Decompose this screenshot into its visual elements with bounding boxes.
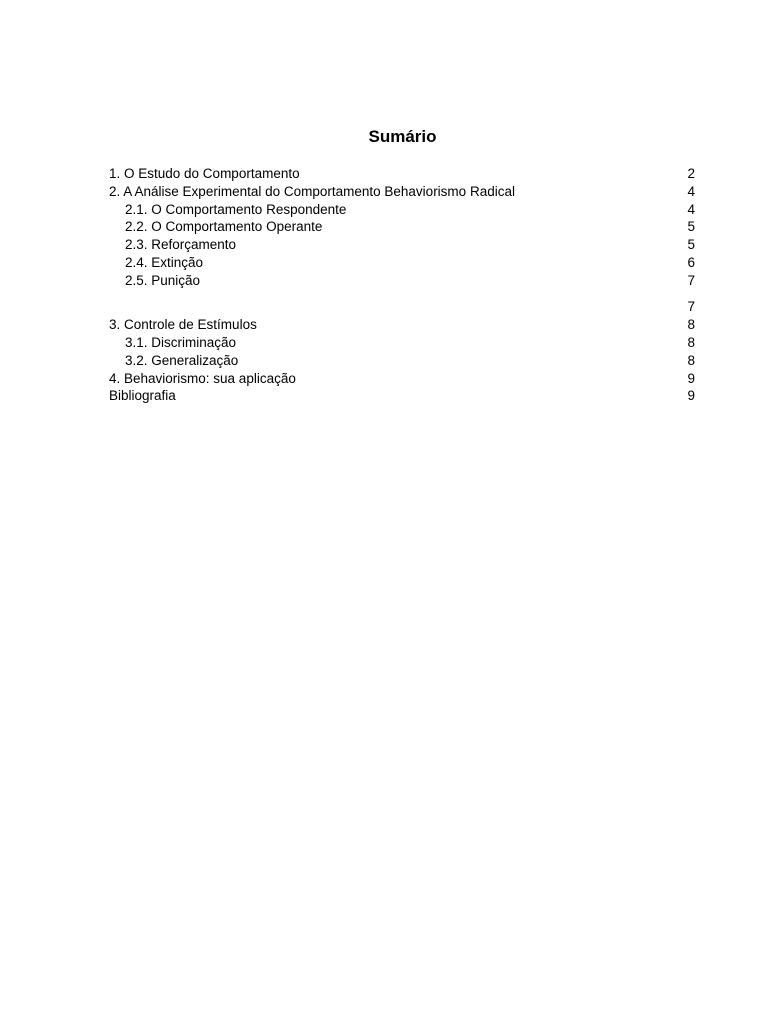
toc-entry[interactable] — [109, 352, 695, 370]
toc-entry[interactable] — [109, 387, 695, 405]
toc-entry-label: 2.1. O Comportamento Respondente — [125, 201, 347, 217]
toc-entry-page: 4 — [687, 183, 695, 199]
toc-entry-page: 5 — [687, 219, 695, 235]
toc-entry-label: 1. O Estudo do Comportamento — [109, 166, 300, 181]
toc-entry-label: 3.1. Discriminação — [125, 334, 237, 350]
toc-entry-label: 4. Behaviorismo: sua aplicação — [109, 370, 296, 386]
toc-entry-label: 3. Controle de Estímulos — [109, 317, 257, 333]
toc-entry[interactable] — [109, 316, 695, 334]
toc-entry[interactable] — [109, 370, 695, 388]
toc-entry[interactable] — [109, 201, 695, 219]
table-of-contents — [109, 165, 695, 405]
toc-entry-page: 8 — [687, 317, 695, 333]
toc-entry-label: Bibliografia — [109, 388, 176, 404]
toc-entry[interactable] — [109, 218, 695, 236]
toc-entry[interactable] — [109, 334, 695, 352]
toc-entry-label: 2.5. Punição — [125, 272, 201, 288]
toc-entry-label: 2.2. O Comportamento Operante — [125, 219, 323, 235]
toc-entry-page: 4 — [687, 201, 695, 217]
toc-entry-page: 9 — [687, 388, 695, 404]
toc-entry-page: 5 — [687, 237, 695, 253]
toc-entry-label: 2.4. Extinção — [125, 254, 204, 270]
toc-entry[interactable] — [109, 165, 695, 183]
toc-entry-page: 6 — [687, 254, 695, 270]
toc-entry-page: 8 — [687, 334, 695, 350]
toc-entry-page: 7 — [687, 299, 695, 315]
toc-entry-label: 2.3. Reforçamento — [125, 237, 237, 253]
toc-entry-page: 8 — [687, 352, 695, 368]
toc-entry[interactable] — [109, 236, 695, 254]
toc-entry[interactable] — [109, 254, 695, 272]
toc-entry[interactable] — [109, 298, 695, 316]
toc-entry-page: 9 — [687, 370, 695, 386]
toc-entry-page: 2 — [687, 166, 695, 181]
toc-entry-page: 7 — [687, 272, 695, 288]
toc-entry-label: 3.2. Generalização — [125, 352, 239, 368]
toc-entry[interactable] — [109, 272, 695, 290]
toc-entry-label: 2. A Análise Experimental do Comportamento Behaviorismo Radical — [109, 183, 515, 199]
toc-entry[interactable] — [109, 183, 695, 201]
page-title: Sumário — [368, 127, 437, 146]
